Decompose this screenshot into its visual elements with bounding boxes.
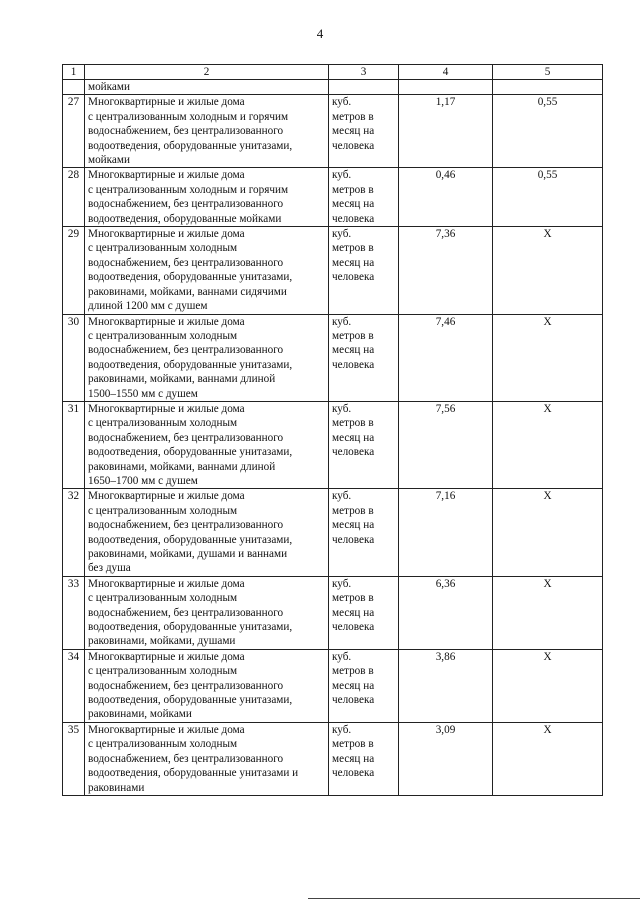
header-row — [63, 65, 603, 80]
unit-line: человека — [332, 767, 375, 780]
description-line: с централизованным холодным — [88, 329, 238, 342]
table-row — [63, 576, 603, 649]
description-line: с централизованным холодным — [88, 738, 238, 751]
description-line: Многоквартирные и жилые дома — [88, 169, 245, 182]
description-line: 1500–1550 мм с душем — [88, 387, 198, 400]
continuation-row — [63, 80, 603, 95]
unit-line: человека — [332, 694, 375, 707]
unit-line: человека — [332, 212, 375, 225]
table-row — [63, 649, 603, 722]
description-line: водоснабжением, без централизованного — [88, 752, 284, 765]
description-line: водоснабжением, без централизованного — [88, 431, 284, 444]
row-number: 30 — [63, 314, 85, 401]
description-line: раковинами, мойками — [88, 708, 192, 721]
description-line: Многоквартирные и жилые дома — [88, 228, 245, 241]
row-unit — [329, 649, 399, 722]
description-line: с централизованным холодным — [88, 417, 238, 430]
description-line: мойками — [88, 154, 130, 167]
unit-line: куб. — [332, 169, 352, 182]
description-line: с централизованным холодным и горячим — [88, 110, 289, 123]
description-line: с централизованным холодным и горячим — [88, 183, 289, 196]
description-line: водоснабжением, без централизованного — [88, 344, 284, 357]
row-description — [85, 649, 329, 722]
row-value-col5: Х — [493, 401, 603, 488]
unit-line: месяц на — [332, 344, 375, 357]
row-description — [85, 168, 329, 227]
row-value-col4: 3,09 — [399, 722, 493, 795]
description-line: водоснабжением, без централизованного — [88, 679, 284, 692]
row-number: 34 — [63, 649, 85, 722]
description-line: без душа — [88, 562, 131, 575]
row-description — [85, 95, 329, 168]
unit-line: метров в — [332, 183, 374, 196]
continuation-num-cell — [63, 80, 85, 95]
row-value-col4: 7,16 — [399, 489, 493, 576]
norms-table — [62, 64, 603, 796]
header-col-2: 2 — [85, 65, 329, 80]
unit-line: месяц на — [332, 606, 375, 619]
unit-line: человека — [332, 271, 375, 284]
description-line: водоотведения, оборудованные унитазами, — [88, 446, 293, 459]
unit-line: человека — [332, 533, 375, 546]
description-line: водоотведения, оборудованные унитазами и — [88, 767, 299, 780]
row-unit — [329, 576, 399, 649]
unit-line: человека — [332, 621, 375, 634]
unit-line: куб. — [332, 490, 352, 503]
table-row — [63, 401, 603, 488]
unit-line: метров в — [332, 242, 374, 255]
description-line: Многоквартирные и жилые дома — [88, 315, 245, 328]
unit-line: метров в — [332, 665, 374, 678]
unit-line: куб. — [332, 315, 352, 328]
description-line: водоотведения, оборудованные унитазами, — [88, 533, 293, 546]
description-line: водоотведения, оборудованные унитазами, — [88, 358, 293, 371]
header-col-5: 5 — [493, 65, 603, 80]
description-line: водоотведения, оборудованные унитазами, — [88, 694, 293, 707]
description-line: водоснабжением, без централизованного — [88, 519, 284, 532]
unit-line: человека — [332, 358, 375, 371]
header-col-3: 3 — [329, 65, 399, 80]
description-line: водоснабжением, без централизованного — [88, 198, 284, 211]
description-line: Многоквартирные и жилые дома — [88, 96, 245, 109]
row-value-col5: Х — [493, 576, 603, 649]
table-row — [63, 168, 603, 227]
description-line: с централизованным холодным — [88, 242, 238, 255]
row-unit — [329, 722, 399, 795]
unit-line: метров в — [332, 738, 374, 751]
unit-line: куб. — [332, 96, 352, 109]
row-value-col5: Х — [493, 722, 603, 795]
description-line: водоснабжением, без централизованного — [88, 606, 284, 619]
unit-line: метров в — [332, 592, 374, 605]
row-description — [85, 314, 329, 401]
table-row — [63, 722, 603, 795]
footer-rule — [308, 898, 640, 899]
description-line: водоотведения, оборудованные мойками — [88, 212, 282, 225]
unit-line: куб. — [332, 650, 352, 663]
table-row — [63, 95, 603, 168]
description-line: раковинами, мойками, душами и ваннами — [88, 548, 288, 560]
description-line: Многоквартирные и жилые дома — [88, 402, 245, 415]
continuation-v5-cell — [493, 80, 603, 95]
description-line: раковинами, мойками, ваннами сидячими — [88, 285, 287, 298]
row-value-col5: Х — [493, 314, 603, 401]
row-unit — [329, 489, 399, 576]
row-value-col4: 1,17 — [399, 95, 493, 168]
unit-line: месяц на — [332, 519, 375, 532]
unit-line: куб. — [332, 723, 352, 736]
row-unit — [329, 227, 399, 314]
row-number: 32 — [63, 489, 85, 576]
unit-line: метров в — [332, 504, 374, 517]
description-line: 1650–1700 мм с душем — [88, 474, 198, 487]
unit-line: месяц на — [332, 431, 375, 444]
description-line: водоснабжением, без централизованного — [88, 256, 284, 269]
row-value-col4: 7,56 — [399, 401, 493, 488]
row-description — [85, 227, 329, 314]
description-line: водоотведения, оборудованные унитазами, — [88, 621, 293, 634]
row-number: 33 — [63, 576, 85, 649]
row-description — [85, 489, 329, 576]
header-col-1: 1 — [63, 65, 85, 80]
unit-line: месяц на — [332, 679, 375, 692]
description-line: раковинами — [88, 781, 145, 794]
row-value-col5: Х — [493, 649, 603, 722]
row-value-col5: 0,55 — [493, 168, 603, 227]
unit-line: человека — [332, 446, 375, 459]
row-unit — [329, 95, 399, 168]
unit-line: метров в — [332, 417, 374, 430]
unit-line: метров в — [332, 110, 374, 123]
description-line: Многоквартирные и жилые дома — [88, 650, 245, 663]
description-line: Многоквартирные и жилые дома — [88, 577, 245, 590]
description-line: раковинами, мойками, ваннами длиной — [88, 460, 276, 473]
unit-line: куб. — [332, 402, 352, 415]
row-value-col5: Х — [493, 489, 603, 576]
row-number: 29 — [63, 227, 85, 314]
row-value-col4: 0,46 — [399, 168, 493, 227]
row-value-col5: Х — [493, 227, 603, 314]
description-line: раковинами, мойками, ваннами длиной — [88, 373, 276, 386]
continuation-text: мойками — [85, 80, 329, 95]
unit-line: месяц на — [332, 752, 375, 765]
row-number: 28 — [63, 168, 85, 227]
row-unit — [329, 401, 399, 488]
description-line: с централизованным холодным — [88, 592, 238, 605]
unit-line: метров в — [332, 329, 374, 342]
row-value-col4: 7,46 — [399, 314, 493, 401]
row-value-col5: 0,55 — [493, 95, 603, 168]
description-line: Многоквартирные и жилые дома — [88, 490, 245, 503]
description-line: водоотведения, оборудованные унитазами, — [88, 139, 293, 152]
page-number: 4 — [316, 26, 324, 41]
row-number: 31 — [63, 401, 85, 488]
table-row — [63, 314, 603, 401]
unit-line: месяц на — [332, 198, 375, 211]
row-number: 35 — [63, 722, 85, 795]
description-line: с централизованным холодным — [88, 665, 238, 678]
header-col-4: 4 — [399, 65, 493, 80]
unit-line: месяц на — [332, 256, 375, 269]
row-value-col4: 7,36 — [399, 227, 493, 314]
row-unit — [329, 314, 399, 401]
continuation-v4-cell — [399, 80, 493, 95]
description-line: длиной 1200 мм с душем — [88, 300, 208, 313]
unit-line: месяц на — [332, 125, 375, 138]
description-line: Многоквартирные и жилые дома — [88, 723, 245, 736]
row-value-col4: 3,86 — [399, 649, 493, 722]
description-line: с централизованным холодным — [88, 504, 238, 517]
row-value-col4: 6,36 — [399, 576, 493, 649]
table-row — [63, 227, 603, 314]
table-row — [63, 489, 603, 576]
description-line: водоотведения, оборудованные унитазами, — [88, 271, 293, 284]
description-line: водоснабжением, без централизованного — [88, 125, 284, 138]
unit-line: человека — [332, 139, 375, 152]
continuation-unit-cell — [329, 80, 399, 95]
row-description — [85, 401, 329, 488]
unit-line: куб. — [332, 577, 352, 590]
row-description — [85, 722, 329, 795]
unit-line: куб. — [332, 228, 352, 241]
row-unit — [329, 168, 399, 227]
description-line: раковинами, мойками, душами — [88, 635, 236, 648]
row-description — [85, 576, 329, 649]
row-number: 27 — [63, 95, 85, 168]
